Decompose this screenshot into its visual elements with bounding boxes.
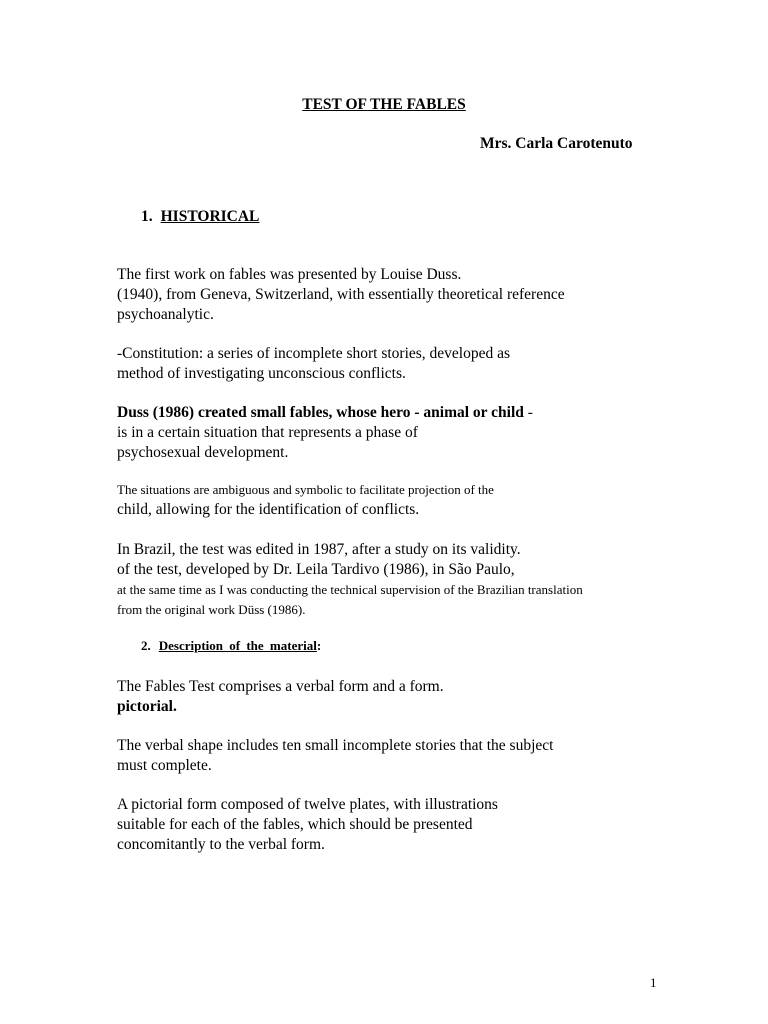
text-line: from the original work Düss (1986). — [117, 602, 306, 617]
text-fragment: - — [523, 404, 533, 421]
text-line: suitable for each of the fables, which should be presented — [117, 816, 473, 833]
text-line: at the same time as I was conducting the technical supervision of the Brazilian translation — [117, 582, 583, 597]
paragraph-fables-test — [117, 677, 444, 717]
text-line: The first work on fables was presented by Louise Duss. — [117, 266, 462, 283]
section-title: Description of the material — [158, 638, 317, 653]
paragraph-situations — [117, 480, 494, 520]
text-line: psychosexual development. — [117, 444, 289, 461]
author-name: Mrs. Carla Carotenuto — [480, 135, 633, 152]
paragraph-verbal-shape — [117, 736, 553, 776]
section-number: 1. — [141, 208, 153, 225]
bold-text: Duss (1986) created small fables, whose hero - animal or child — [117, 404, 524, 421]
text-line: of the test, developed by Dr. Leila Tardivo (1986), in São Paulo, — [117, 561, 515, 578]
paragraph-first-work — [117, 265, 565, 325]
text-line: is in a certain situation that represents a phase of — [117, 424, 418, 441]
text-line: must complete. — [117, 757, 212, 774]
text-line: A pictorial form composed of twelve plates, with illustrations — [117, 796, 498, 813]
text-line: The situations are ambiguous and symbolic to facilitate projection of the — [117, 482, 494, 497]
paragraph-pictorial-form — [117, 795, 498, 855]
text-line: psychoanalytic. — [117, 306, 214, 323]
paragraph-constitution — [117, 344, 510, 384]
section-heading-description — [141, 638, 321, 654]
paragraph-duss-fables — [117, 403, 533, 463]
text-line: In Brazil, the test was edited in 1987, after a study on its validity. — [117, 541, 521, 558]
text-line — [117, 403, 533, 423]
section-heading-historical — [141, 208, 259, 226]
text-line: The verbal shape includes ten small incomplete stories that the subject — [117, 737, 554, 754]
text-line: (1940), from Geneva, Switzerland, with essentially theoretical reference — [117, 286, 565, 303]
section-title: HISTORICAL — [160, 208, 260, 225]
text-line: The Fables Test comprises a verbal form and a form. — [117, 678, 444, 695]
text-line: concomitantly to the verbal form. — [117, 836, 325, 853]
text-line: method of investigating unconscious conflicts. — [117, 365, 406, 382]
paragraph-brazil — [117, 540, 583, 620]
heading-colon: : — [316, 638, 322, 653]
section-number: 2. — [141, 638, 151, 653]
text-line: -Constitution: a series of incomplete short stories, developed as — [117, 345, 511, 362]
document-title: TEST OF THE FABLES — [302, 96, 466, 113]
text-line: child, allowing for the identification of conflicts. — [117, 501, 420, 518]
text-line: pictorial. — [117, 698, 177, 715]
page-number: 1 — [650, 975, 657, 990]
